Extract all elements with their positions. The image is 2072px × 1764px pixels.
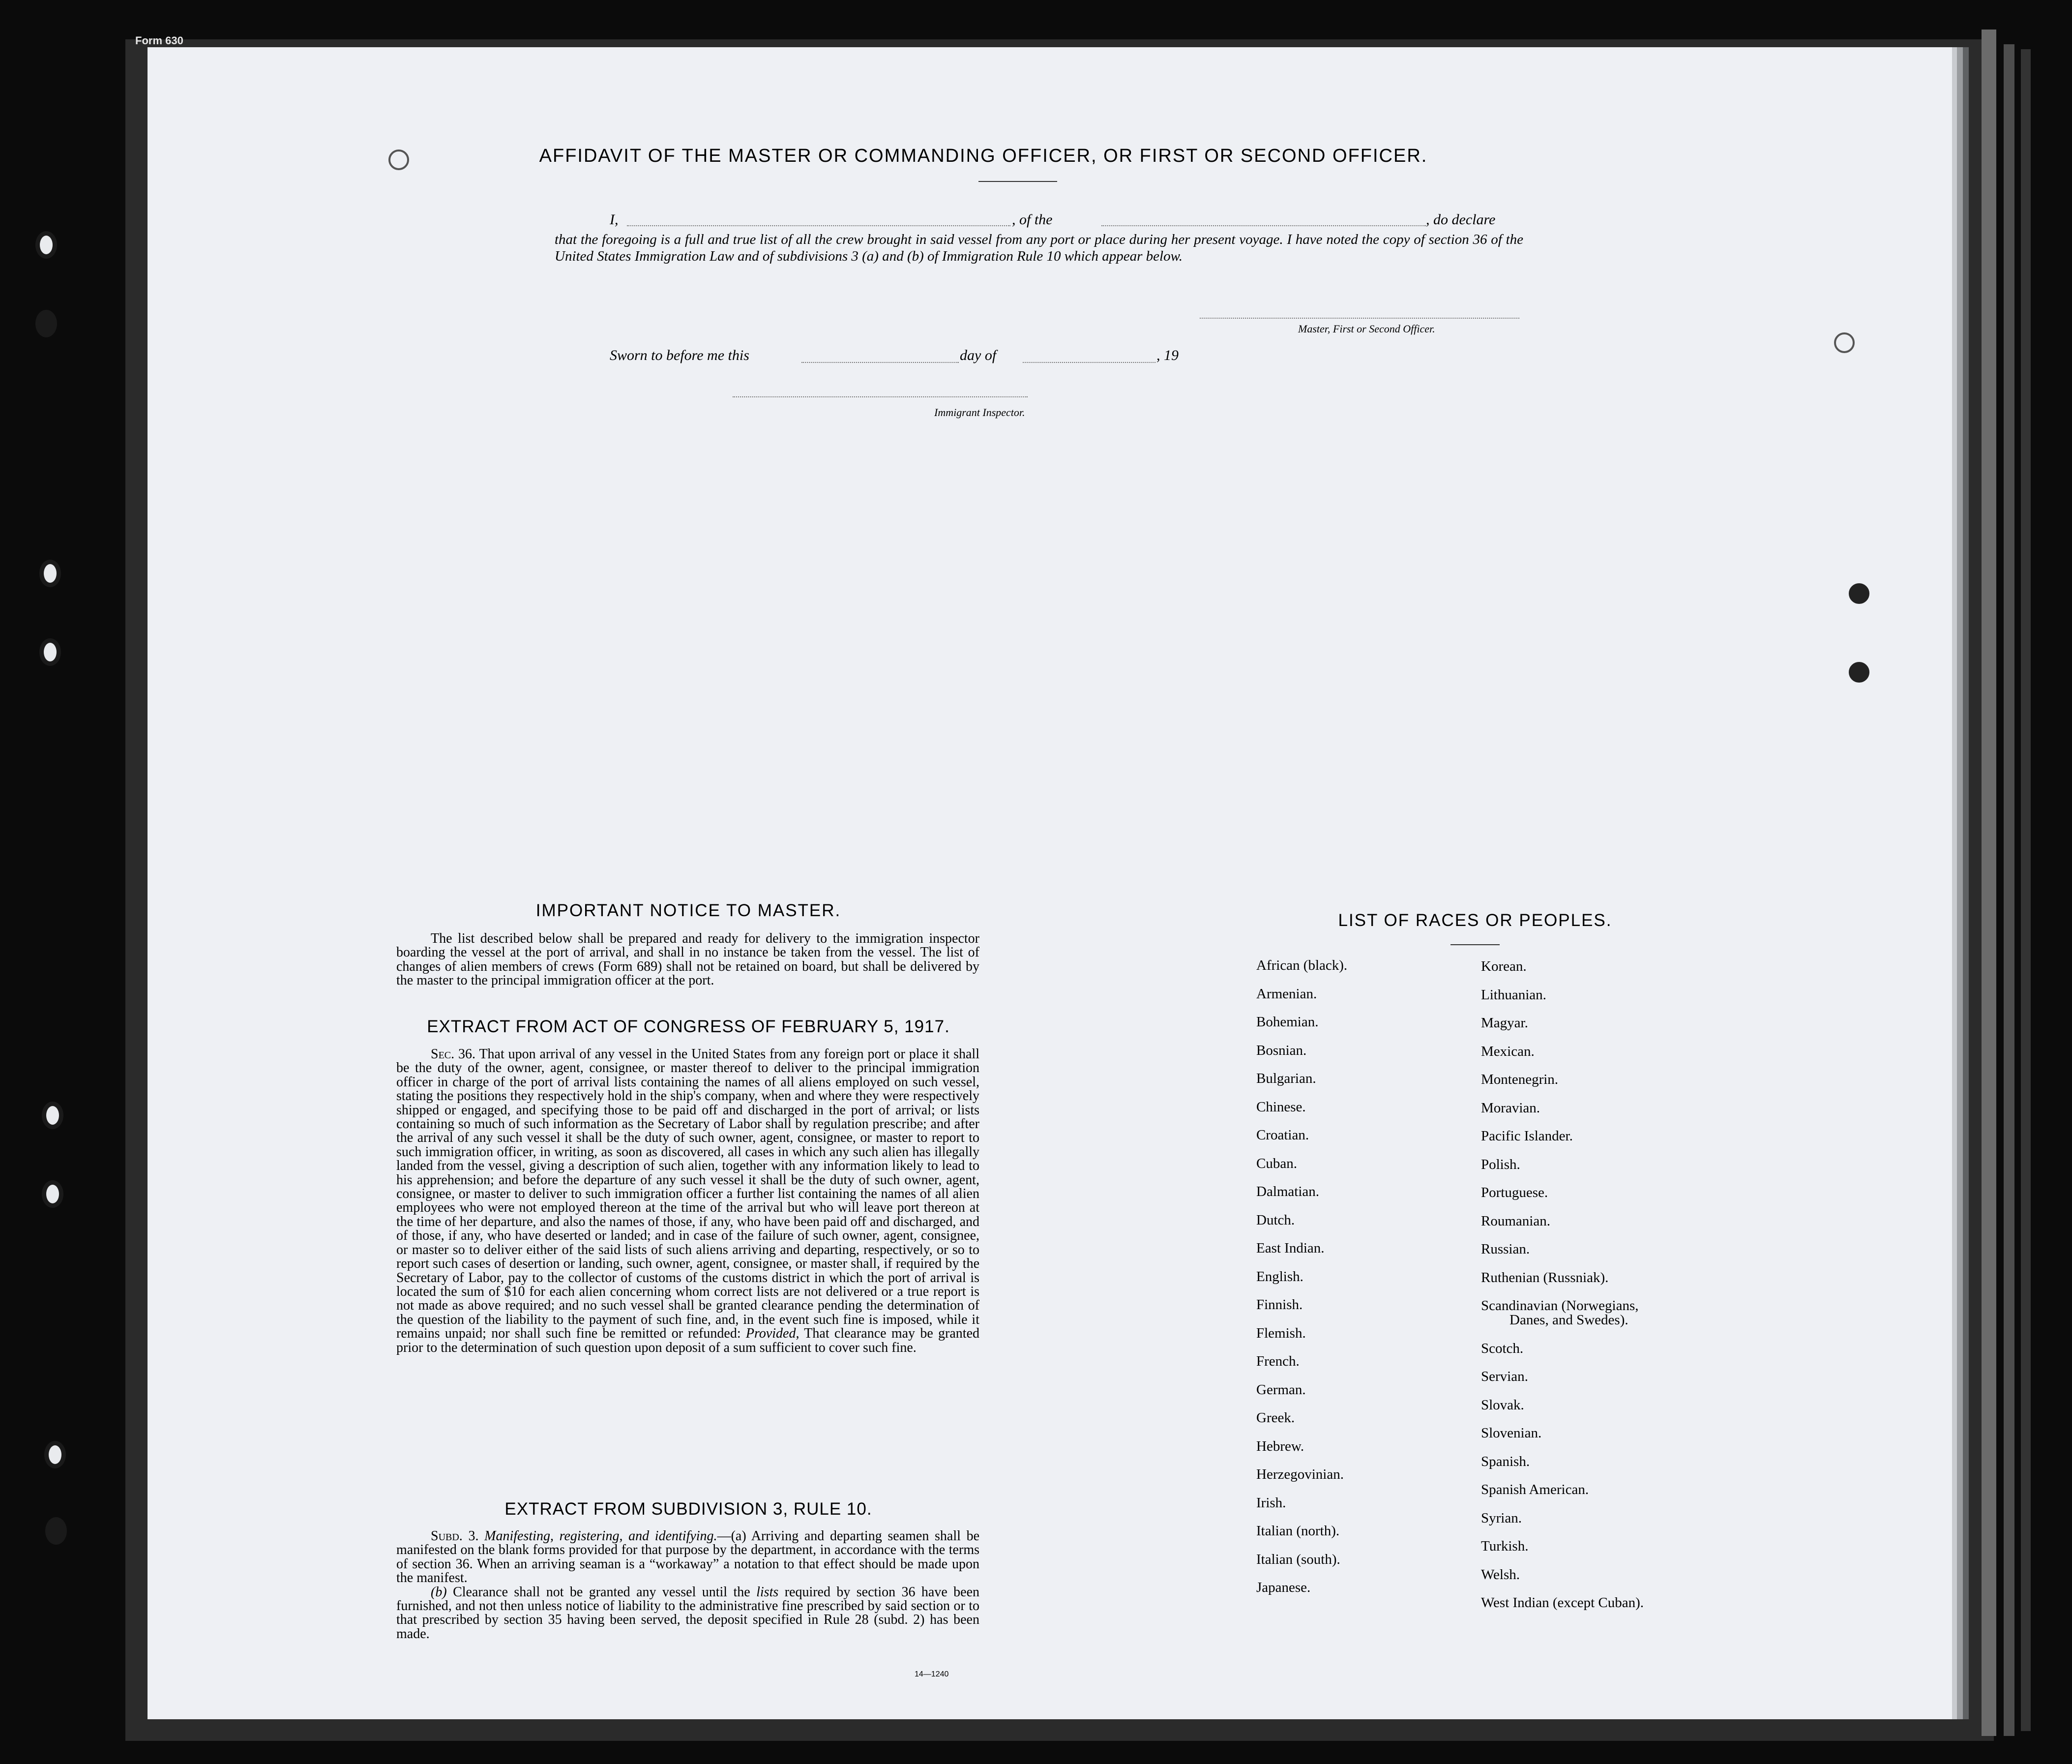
race-item: West Indian (except Cuban). (1481, 1595, 1644, 1611)
year-label: , 19 (1156, 347, 1179, 363)
extract-rule-title: EXTRACT FROM SUBDIVISION 3, RULE 10. (504, 1499, 872, 1519)
signature-blank[interactable] (1200, 318, 1519, 319)
inspector-blank[interactable] (733, 396, 1028, 397)
vessel-blank[interactable] (1101, 225, 1426, 226)
binder-hole (42, 1102, 63, 1129)
race-item: Moravian. (1481, 1100, 1540, 1116)
affidavit-do-declare-label: , do declare (1426, 211, 1496, 228)
sec-36-text-end: That clearance may be granted prior to the determination of such question upon deposit of a sum sufficient to cover such fine. (396, 1326, 980, 1355)
punch-hole (1849, 662, 1869, 683)
race-item: Italian (north). (1256, 1523, 1340, 1539)
extract-act-title: EXTRACT FROM ACT OF CONGRESS OF FEBRUARY 5, 1917. (427, 1017, 950, 1036)
form-number: Form 630 (135, 34, 183, 47)
provided-label: Provided, (745, 1326, 799, 1342)
race-item: Turkish. (1481, 1538, 1529, 1554)
part-b-label: (b) (431, 1584, 447, 1600)
race-item: Bosnian. (1256, 1042, 1307, 1058)
race-item: Bulgarian. (1256, 1071, 1316, 1086)
binder-hole (35, 231, 57, 259)
part-b-text-2: required by section 36 have been furnished, and not then unless notice of liability to the administrative fine prescribed by said section or to that prescribed by section 35 having been served, the deposit specified in Rule 28 (subd. 2) has been made. (396, 1584, 980, 1642)
race-item: Magyar. (1481, 1015, 1528, 1031)
race-item: Croatian. (1256, 1127, 1309, 1143)
race-item: Italian (south). (1256, 1551, 1340, 1567)
race-item: Cuban. (1256, 1155, 1297, 1171)
part-b-text: Clearance shall not be granted any vessel until the (453, 1584, 750, 1600)
subd-label: Subd. 3. (431, 1528, 479, 1544)
race-item: Polish. (1481, 1156, 1520, 1172)
binder-hole (42, 1180, 63, 1208)
sec-36-text: That upon arrival of any vessel in the United States from any foreign port or place it shall be the duty of the owner, agent, consignee, or master thereof to deliver to the principal immigration officer in charge of the port of arrival lists containing the names of all aliens employed on such vessel, stating the positions they respectively hold in the ship's company, when and where they were respectively shipped or engaged, and specifying those to be paid off and discharged in the port of arrival; or lists containing so much of such information as the Secretary of Labor shall by regulation prescribe; and after the arrival of any such vessel it shall be the duty of such owner, agent, consignee, or master to report to such immigration officer, in writing, as soon as discovered, all cases in which any such alien has illegally landed from the vessel, giving a description of such alien, together with any information likely to lead to his apprehension; and before the departure of any such vessel it shall be the duty of such owner, agent, consignee, or master to deliver to such immigration officer a further list containing the names of all alien employees who were not employed thereon at the time of the arrival but who will leave port thereon at the time of her departure, and also the names of those, if any, who have been paid off and discharged, and of those, if any, who have deserted or landed; and in case of the failure of such owner, agent, consignee, or master so to deliver either of the said lists of such aliens arriving and departing, respectively, or so to report such cases of desertion or landing, such owner, agent, consignee, or master shall, if required by the Secretary of Labor, pay to the collector of customs of the customs district in which the port of arrival is located the sum of $10 for each alien concerning whom correct lists are not delivered or a true report is not made as above required; and no such vessel shall be granted clearance pending the determination of the question of the liability to the payment of such fine, and, in the event such fine is imposed, while it remains unpaid; nor shall such fine be remitted or refunded: (396, 1046, 979, 1342)
binder-hole (45, 1517, 67, 1545)
signature-label: Master, First or Second Officer. (1298, 323, 1435, 335)
affidavit-of-the-label: , of the (1012, 211, 1053, 228)
race-item: Danes, and Swedes). (1510, 1312, 1628, 1328)
race-item: Ruthenian (Russniak). (1481, 1269, 1609, 1286)
race-item: Herzegovinian. (1256, 1466, 1344, 1482)
race-item: Montenegrin. (1481, 1072, 1559, 1087)
affidavit-title: AFFIDAVIT OF THE MASTER OR COMMANDING OFFICER, OR FIRST OR SECOND OFFICER. (539, 146, 1428, 166)
binder-hole (35, 310, 57, 337)
race-item: Scotch. (1481, 1340, 1524, 1356)
punch-hole (1834, 332, 1855, 353)
affidavit-declaration: that the foregoing is a full and true list of all the crew brought in said vessel from any port or place during her present voyage. I have noted the copy of section 36 of the United States Immigration Law and of subdivisions 3 (a) and (b) of Immigration Rule 10 which appear below. (555, 232, 1523, 264)
affidavit-i-label: I, (610, 211, 619, 228)
race-item: Lithuanian. (1481, 987, 1546, 1003)
title-rule (978, 181, 1057, 182)
race-item: African (black). (1256, 957, 1348, 973)
race-item: Servian. (1481, 1369, 1528, 1384)
binder-hole (39, 638, 61, 666)
race-item: Pacific Islander. (1481, 1128, 1573, 1144)
notice-text (396, 932, 979, 988)
print-code: 14—1240 (915, 1670, 949, 1678)
race-item: East Indian. (1256, 1240, 1325, 1256)
part-b-lists: lists (756, 1584, 779, 1600)
race-item: Finnish. (1256, 1297, 1303, 1313)
race-item: Spanish American. (1481, 1482, 1589, 1497)
month-blank[interactable] (1023, 362, 1155, 363)
sec-label: Sec. 36. (431, 1046, 476, 1062)
race-item: Irish. (1256, 1495, 1286, 1511)
binder-hole (44, 1441, 66, 1468)
race-item: Portuguese. (1481, 1185, 1548, 1200)
race-item: Greek. (1256, 1410, 1295, 1426)
race-item: Hebrew. (1256, 1438, 1304, 1454)
punch-hole (1849, 583, 1869, 604)
race-item: French. (1256, 1353, 1300, 1369)
race-item: Japanese. (1256, 1580, 1311, 1595)
race-item: Dutch. (1256, 1212, 1295, 1228)
document-page (148, 47, 1952, 1719)
race-item: Scandinavian (Norwegians, (1481, 1298, 1639, 1314)
race-item: Mexican. (1481, 1043, 1535, 1059)
races-rule (1450, 944, 1500, 945)
sworn-label: Sworn to before me this (610, 347, 749, 363)
part-a-text: —(a) Arriving and departing seamen shall be manifested on the blank forms provided for that purpose by the department, in accordance with the terms of section 36. When an arriving seaman is a “workaway” a notation to that effect should be made upon the manifest. (396, 1528, 979, 1586)
notice-title: IMPORTANT NOTICE TO MASTER. (535, 901, 841, 920)
race-item: Slovak. (1481, 1397, 1524, 1413)
sworn-day-blank[interactable] (801, 362, 959, 363)
race-item: Spanish. (1481, 1453, 1530, 1469)
race-item: Russian. (1481, 1241, 1530, 1257)
races-title: LIST OF RACES OR PEOPLES. (1338, 911, 1612, 930)
punch-hole (388, 149, 409, 170)
race-item: Dalmatian. (1256, 1184, 1320, 1199)
subd-heading: Manifesting, registering, and identifying. (484, 1528, 717, 1544)
race-item: German. (1256, 1381, 1306, 1398)
extract-rule-text (396, 1529, 979, 1641)
race-item: Syrian. (1481, 1510, 1522, 1526)
extract-act-text (396, 1047, 979, 1355)
binder-hole (39, 560, 61, 587)
name-blank[interactable] (627, 225, 1010, 226)
race-item: Chinese. (1256, 1099, 1306, 1115)
notice-paragraph: The list described below shall be prepared and ready for delivery to the immigration inspector boarding the vessel at the port of arrival, and shall in no instance be taken from the vessel. The list of changes of alien members of crews (Form 689) shall not be retained on board, but shall be delivered by the master to the principal immigration officer at the port. (396, 931, 979, 988)
race-item: Armenian. (1256, 986, 1317, 1002)
day-of-label: day of (960, 347, 997, 363)
race-item: Bohemian. (1256, 1014, 1319, 1030)
race-item: Flemish. (1256, 1325, 1306, 1341)
race-item: English. (1256, 1268, 1303, 1285)
race-item: Korean. (1481, 958, 1527, 974)
race-item: Slovenian. (1481, 1425, 1542, 1441)
race-item: Roumanian. (1481, 1213, 1550, 1229)
race-item: Welsh. (1481, 1566, 1520, 1583)
inspector-label: Immigrant Inspector. (934, 406, 1025, 419)
